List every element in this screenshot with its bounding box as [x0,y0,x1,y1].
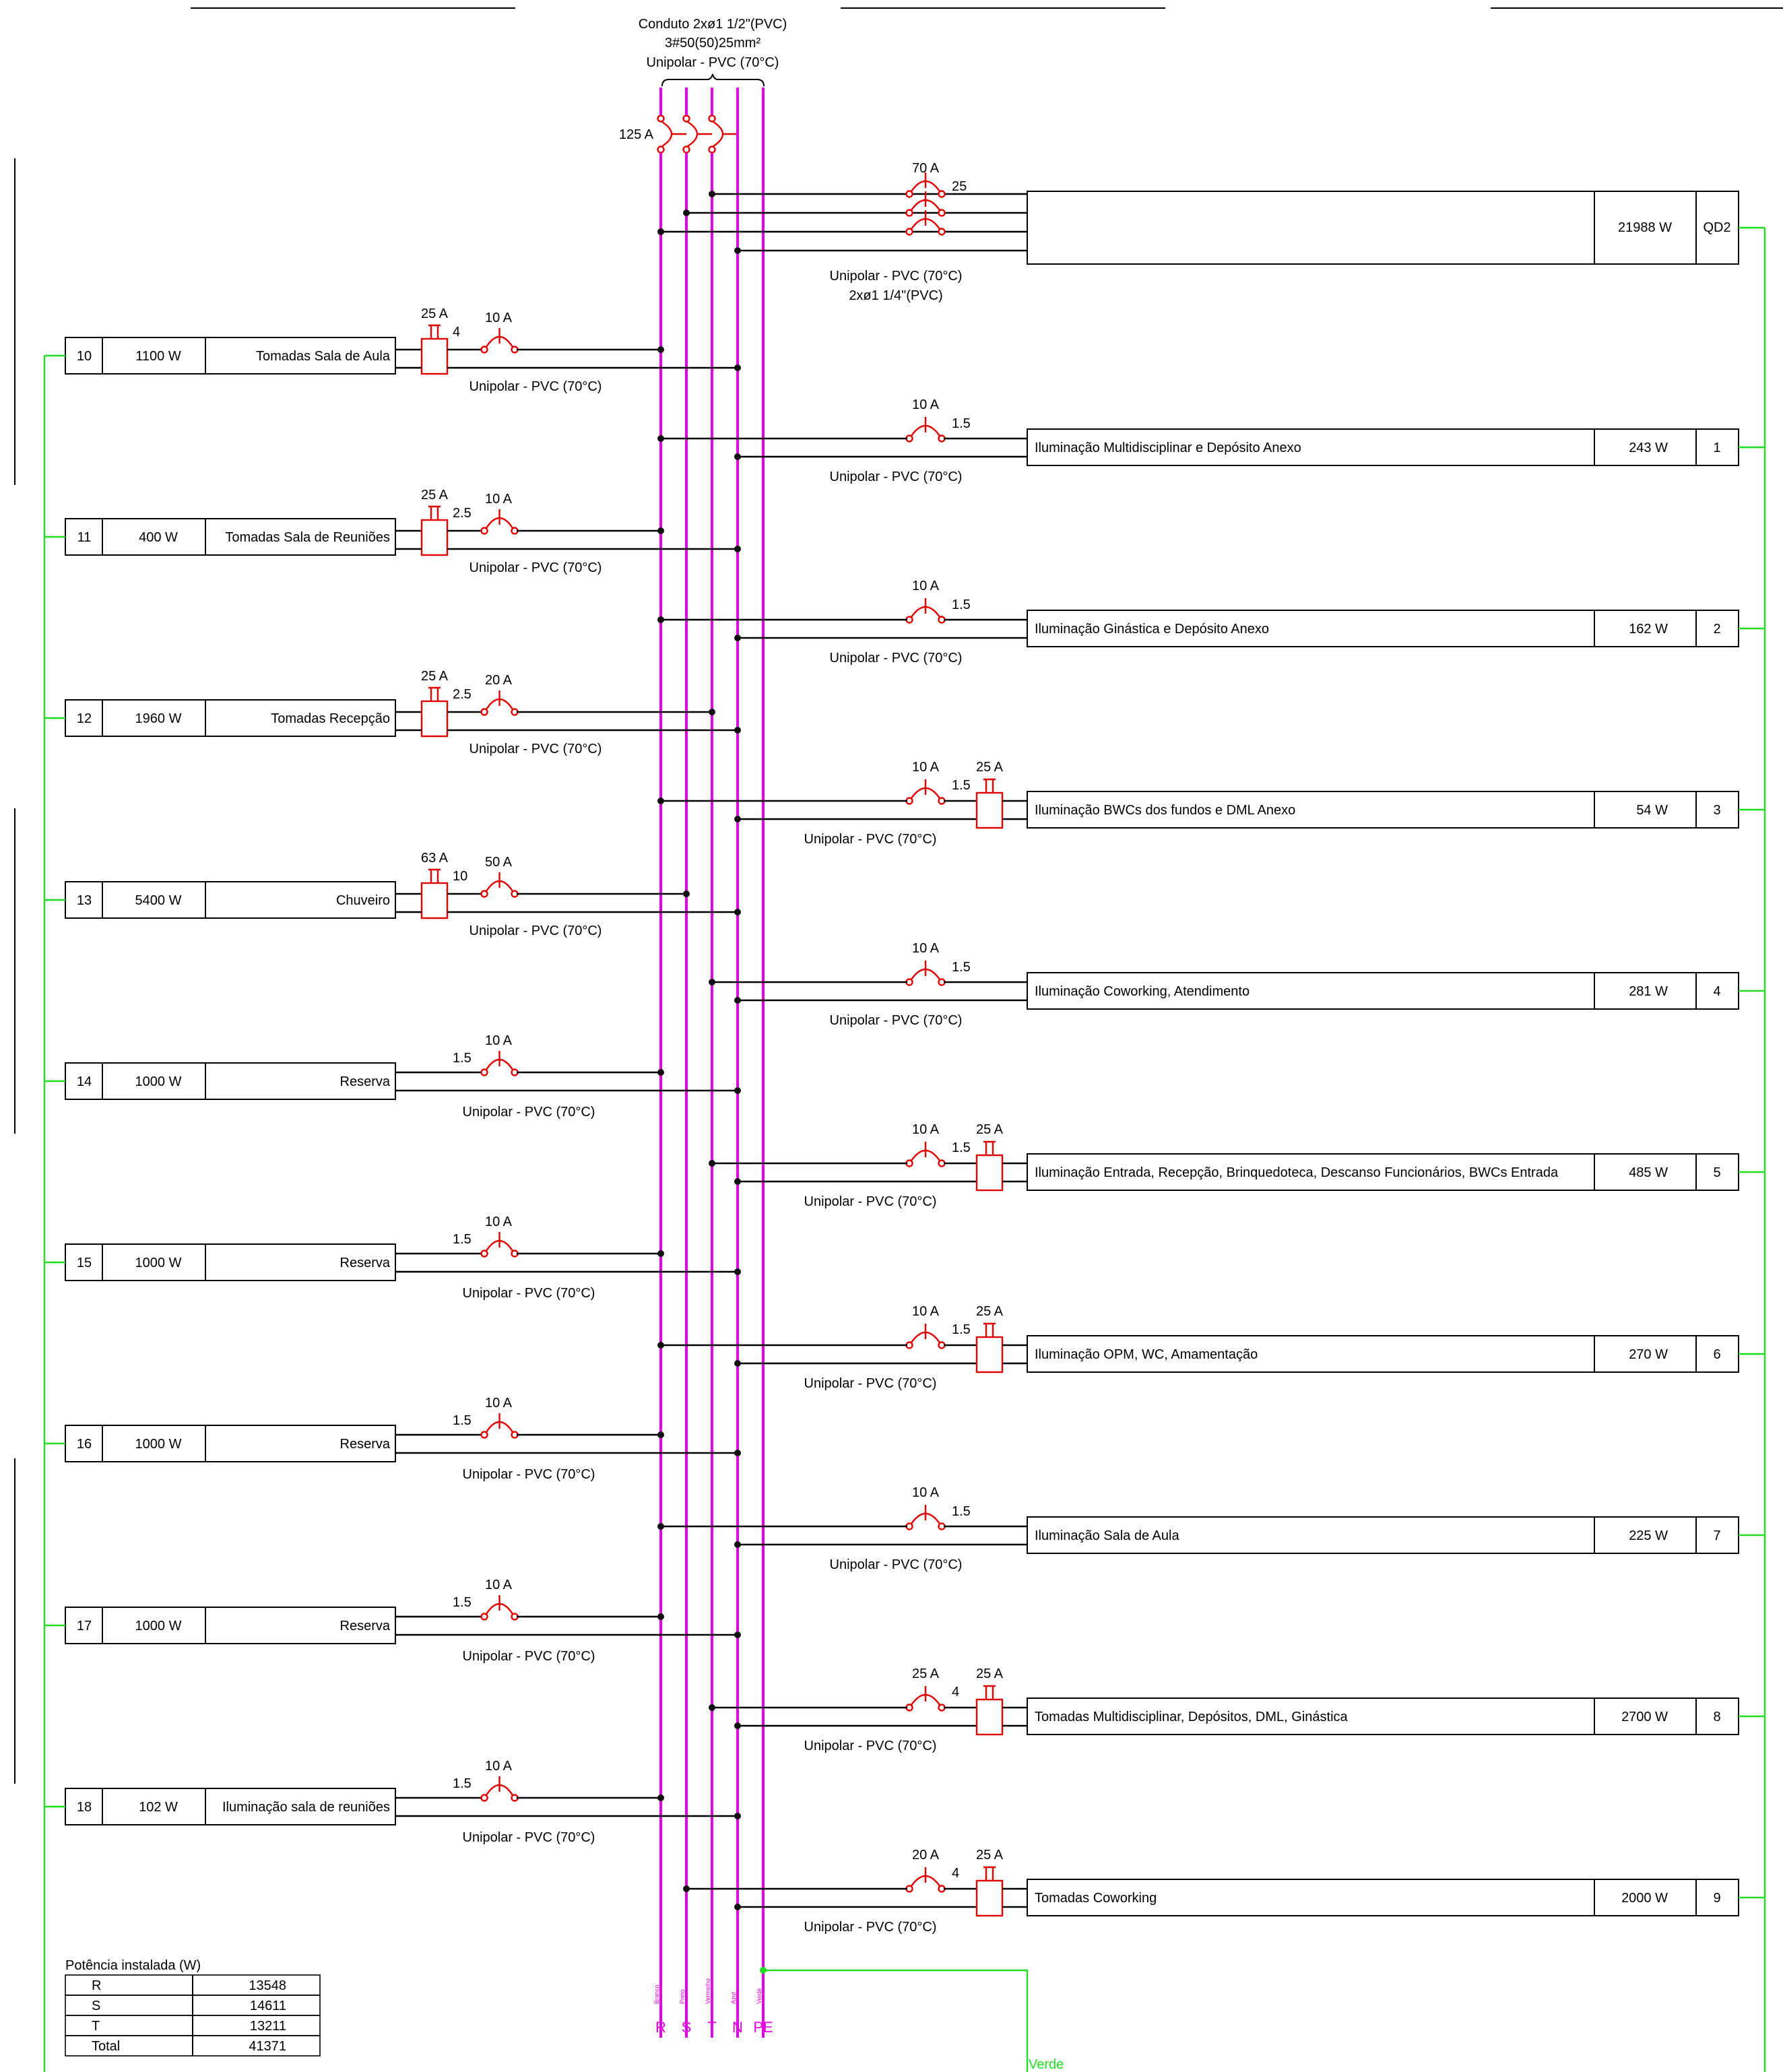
breaker-terminal [939,229,945,235]
junction-dot [734,1087,741,1094]
dr-box [977,1337,1002,1372]
cable-spec: Unipolar - PVC (70°C) [462,1830,595,1845]
wire-size: 1.5 [952,1322,971,1337]
right-circuit-row[interactable] [709,1666,1739,1753]
bus-color-name: Preto [679,1989,686,2004]
qd2-feeder [657,161,1739,303]
circuit-name: Reserva [339,1256,390,1270]
circuit-power: 54 W [1636,803,1668,818]
dr-device[interactable] [422,688,447,736]
circuit-power: 225 W [1629,1528,1668,1543]
circuit-number: 17 [76,1619,92,1633]
main-breaker-terminal [658,116,664,122]
dr-box [422,339,447,374]
cable-spec: Unipolar - PVC (70°C) [469,560,602,575]
junction-dot [657,1523,664,1530]
circuit-breaker-symbol[interactable] [482,1413,518,1438]
cable-spec: Unipolar - PVC (70°C) [829,1557,963,1572]
conduit-brace [662,74,764,86]
circuit-power: 1000 W [135,1074,182,1089]
circuit-number: 7 [1713,1528,1721,1543]
left-circuit-row[interactable] [65,669,741,756]
cable-spec: Unipolar - PVC (70°C) [469,379,602,394]
circuit-name: Iluminação Multidisciplinar e Depósito Anexo [1035,441,1301,455]
junction-dot [734,453,741,460]
conduit-cables: 3#50(50)25mm² [664,36,761,51]
power-table-phase: T [92,2019,100,2034]
circuit-name: Iluminação Entrada, Recepção, Brinquedoteca, Descanso Funcionários, BWCs Entrada [1035,1165,1559,1180]
junction-dot [683,209,690,216]
right-circuit-row[interactable] [709,941,1739,1028]
breaker-rating: 20 A [484,673,513,688]
bus-label: PE [753,2019,773,2036]
junction-dot [734,1722,741,1729]
cable-spec: Unipolar - PVC (70°C) [462,1105,595,1120]
wire-size: 4 [952,1685,960,1699]
junction-dot [709,1160,715,1167]
circuit-power: 102 W [139,1800,178,1815]
circuit-number: 11 [77,530,92,545]
breaker-rating: 10 A [484,1578,513,1592]
circuit-name: Tomadas Sala de Reuniões [225,530,390,545]
junction-dot [734,727,741,734]
wire-size: 1.5 [952,960,971,975]
left-circuits [65,306,741,1845]
wire-size: 2.5 [453,506,472,521]
circuit-name: Tomadas Sala de Aula [255,349,390,364]
breaker-rating: 10 A [911,1485,940,1500]
circuit-number: 3 [1713,803,1721,818]
junction-dot [734,1450,741,1456]
pe-ground-lead [763,1970,1027,2072]
dr-box [977,793,1002,828]
cable-spec: Unipolar - PVC (70°C) [462,1649,595,1664]
cable-spec: Unipolar - PVC (70°C) [804,1739,937,1753]
busbars [653,88,773,2038]
bus-label: S [681,2019,692,2036]
bus-color-name: Azul [730,1992,737,2004]
circuit-number: 5 [1713,1165,1721,1180]
power-table-value: 13211 [249,2019,286,2034]
qd2-conduit: 2xø1 1/4"(PVC) [849,288,943,303]
breaker-terminal [939,210,945,216]
breaker-terminal [482,709,488,715]
circuit-name: Chuveiro [335,893,390,908]
junction-dot [709,709,715,715]
main-breaker-terminal [709,116,715,122]
circuit-name: Iluminação Ginástica e Depósito Anexo [1035,622,1269,637]
conduit-insulation: Unipolar - PVC (70°C) [646,55,779,70]
cable-spec: Unipolar - PVC (70°C) [829,651,963,666]
junction-dot [734,1904,741,1910]
circuit-power: 1000 W [135,1437,182,1452]
power-table-title: Potência instalada (W) [65,1958,201,1973]
junction-dot [657,1794,664,1801]
dr-box [977,1155,1002,1190]
main-breaker-terminal [658,147,664,153]
wire-size: 1.5 [453,1051,472,1066]
circuit-breaker-symbol[interactable] [482,690,518,715]
main-breaker-arc [688,122,697,146]
circuit-power: 1100 W [135,349,181,364]
dr-device[interactable] [977,1867,1002,1916]
left-circuit-row[interactable] [65,488,741,575]
circuit-breaker-symbol[interactable] [907,417,945,442]
dr-device[interactable] [422,325,447,374]
dr-rating: 25 A [420,488,449,503]
right-circuit-row[interactable] [709,1122,1739,1209]
breaker-rating: 10 A [484,1215,513,1229]
junction-dot [657,616,664,623]
junction-dot [709,191,715,197]
dr-box [422,520,447,555]
junction-dot [709,1704,715,1711]
circuit-breaker-symbol[interactable] [907,1686,945,1711]
junction-dot [657,346,664,353]
breaker-terminal [482,347,488,353]
left-circuit-row[interactable] [65,851,741,938]
cable-spec: Unipolar - PVC (70°C) [804,1194,937,1209]
circuit-name: Iluminação Coworking, Atendimento [1035,984,1250,999]
circuit-number: 8 [1713,1710,1721,1724]
dr-rating: 25 A [975,1848,1004,1863]
breaker-terminal [482,891,488,897]
main-breaker-arc [662,122,672,146]
qd2-cable: Unipolar - PVC (70°C) [829,269,963,284]
junction-dot [734,1631,741,1638]
breaker-terminal [482,1070,488,1076]
power-table-row [65,1995,320,2015]
power-table-phase: Total [92,2039,121,2054]
circuit-breaker-symbol[interactable] [907,598,945,623]
cable-spec: Unipolar - PVC (70°C) [804,832,937,847]
left-circuit-row[interactable] [65,1578,741,1664]
breaker-rating: 50 A [484,855,513,870]
circuit-power: 162 W [1629,622,1668,637]
dr-rating: 25 A [975,1304,1004,1319]
dr-device[interactable] [977,1142,1002,1190]
main-breaker-terminal [684,116,690,122]
circuit-breaker-symbol[interactable] [482,1776,518,1801]
power-table-value: 14611 [249,1999,286,2013]
junction-dot [734,635,741,641]
dr-rating: 25 A [975,1122,1004,1137]
breaker-terminal [907,210,913,216]
circuit-power: 400 W [139,530,178,545]
junction-dot [657,1431,664,1438]
junction-dot [657,1342,664,1349]
circuit-breaker-symbol[interactable] [907,1324,945,1349]
cable-spec: Unipolar - PVC (70°C) [469,924,602,938]
junction-dot [683,891,690,897]
breaker-terminal [482,528,488,534]
circuit-name: Tomadas Recepção [271,711,390,726]
breaker-terminal [482,1614,488,1620]
junction-dot [734,997,741,1004]
qd2-wire-size: 25 [952,179,967,194]
circuit-number: 15 [76,1256,92,1270]
left-circuit-row[interactable] [65,1759,741,1845]
wire-size: 1.5 [453,1776,472,1791]
breaker-rating: 10 A [911,941,940,956]
circuit-power: 1000 W [135,1619,182,1633]
right-circuit-row[interactable] [657,1304,1739,1391]
breaker-rating: 10 A [484,492,513,507]
power-table-value: 13548 [249,1978,286,1993]
right-circuit-row[interactable] [657,760,1739,847]
junction-dot [683,1885,690,1892]
junction-dot [734,247,741,254]
wire-size: 1.5 [453,1595,472,1610]
circuit-name: Iluminação OPM, WC, Amamentação [1035,1347,1258,1362]
cable-spec: Unipolar - PVC (70°C) [462,1467,595,1482]
junction-dot [734,1360,741,1367]
junction-dot [734,909,741,915]
main-breaker-terminal [684,147,690,153]
power-table-row [65,2036,320,2056]
circuit-name: Tomadas Coworking [1035,1891,1157,1906]
circuit-breaker-symbol[interactable] [907,1142,945,1167]
circuit-breaker-symbol[interactable] [907,1867,945,1892]
circuit-number: 6 [1713,1347,1721,1362]
wire-size: 1.5 [952,597,971,612]
breaker-rating: 10 A [484,311,513,325]
circuit-number: 9 [1713,1891,1721,1906]
power-table [65,1958,320,2056]
wire-size: 1.5 [952,778,971,793]
breaker-rating: 10 A [911,579,940,593]
junction-dot [657,435,664,442]
circuit-power: 485 W [1629,1165,1668,1180]
left-circuit-row[interactable] [65,306,741,394]
bus-label: R [655,2019,666,2036]
cable-spec: Unipolar - PVC (70°C) [804,1376,937,1391]
circuit-breaker-symbol[interactable] [482,1051,518,1076]
circuit-breaker-symbol[interactable] [482,1595,518,1620]
bus-label: T [707,2019,717,2036]
wire-size: 4 [952,1866,960,1881]
dr-device[interactable] [977,1324,1002,1372]
dr-rating: 63 A [420,851,449,866]
circuit-breaker-symbol[interactable] [907,961,945,985]
breaker-terminal [482,1251,488,1257]
circuit-name: Iluminação Sala de Aula [1035,1528,1179,1543]
ground-color-label: Verde [1029,2057,1064,2072]
breaker-rating: 10 A [911,1304,940,1319]
pe-junction-dot [760,1967,767,1974]
breaker-terminal [907,229,913,235]
main-breaker-arc [713,122,723,146]
right-circuit-row[interactable] [657,1485,1739,1572]
wire-size: 1.5 [453,1413,472,1428]
circuit-power: 243 W [1629,441,1668,455]
right-circuit-row[interactable] [657,579,1739,666]
dr-rating: 25 A [975,760,1004,775]
circuit-breaker-symbol[interactable] [482,872,518,897]
breaker-rating: 10 A [484,1759,513,1774]
junction-dot [734,816,741,822]
power-table-phase: S [92,1999,101,2013]
junction-dot [657,527,664,534]
circuit-number: 1 [1713,441,1721,455]
cable-spec: Unipolar - PVC (70°C) [829,1013,963,1028]
circuit-power: 270 W [1629,1347,1668,1362]
breaker-terminal [482,1432,488,1438]
breaker-rating: 10 A [911,397,940,412]
power-table-row [65,2015,320,2036]
junction-dot [734,1541,741,1548]
dr-box [977,1881,1002,1916]
dr-device[interactable] [422,870,447,918]
wire-size: 1.5 [453,1232,472,1247]
breaker-terminal [907,191,913,197]
dr-device[interactable] [422,507,447,555]
circuit-name: Iluminação sala de reuniões [222,1800,390,1815]
dr-rating: 25 A [420,669,449,684]
circuit-number: 16 [76,1437,92,1452]
circuit-number: 13 [76,893,92,908]
bus-label: N [732,2019,743,2036]
junction-dot [657,1613,664,1620]
right-circuit-row[interactable] [657,397,1739,484]
junction-dot [709,979,715,985]
cable-spec: Unipolar - PVC (70°C) [462,1286,595,1301]
wire-size: 2.5 [453,687,472,702]
bus-color-name: Vermelho [705,1978,711,2004]
qd2-power: 21988 W [1617,220,1673,235]
wire-size: 4 [453,325,461,339]
left-circuit-row[interactable] [65,1215,741,1301]
breaker-rating: 10 A [484,1396,513,1411]
cable-spec: Unipolar - PVC (70°C) [829,470,963,484]
circuit-breaker-symbol[interactable] [482,1232,518,1257]
right-circuits [657,397,1739,1935]
dr-rating: 25 A [975,1666,1004,1681]
junction-dot [734,1178,741,1185]
junction-dot [657,798,664,804]
wire-size: 1.5 [952,1140,971,1155]
circuit-power: 2000 W [1621,1891,1668,1906]
junction-dot [657,1069,664,1076]
dr-rating: 25 A [420,306,449,321]
cable-spec: Unipolar - PVC (70°C) [469,742,602,756]
circuit-number: 18 [76,1800,92,1815]
power-table-phase: R [92,1978,102,1993]
circuit-breaker-symbol[interactable] [482,328,518,353]
bus-color-name: Verde [756,1988,763,2004]
qd2-id[interactable]: QD2 [1703,220,1731,235]
dr-box [977,1699,1002,1735]
circuit-power: 281 W [1629,984,1668,999]
main-breaker-terminal [709,147,715,153]
breaker-rating: 20 A [911,1848,940,1863]
circuit-name: Reserva [339,1619,390,1633]
breaker-rating: 10 A [911,760,940,775]
left-circuit-row[interactable] [65,1033,741,1120]
circuit-number: 14 [76,1074,92,1089]
junction-dot [734,1268,741,1275]
junction-dot [657,228,664,235]
circuit-number: 10 [76,349,92,364]
circuit-power: 1960 W [135,711,182,726]
power-table-value: 41371 [249,2039,286,2054]
right-circuit-row[interactable] [683,1848,1739,1935]
main-breaker-rating: 125 A [618,127,653,142]
breaker-rating: 10 A [911,1122,940,1137]
wire-size: 1.5 [952,1504,971,1519]
circuit-breaker-symbol[interactable] [907,1505,945,1530]
circuit-power: 5400 W [135,893,182,908]
cable-spec: Unipolar - PVC (70°C) [804,1920,937,1935]
circuit-number: 2 [1713,622,1721,637]
breaker-rating: 10 A [484,1033,513,1048]
breaker-rating: 25 A [911,1666,940,1681]
main-breaker[interactable] [658,116,738,153]
circuit-number: 4 [1713,984,1721,999]
power-table-row [65,1975,320,1995]
dr-device[interactable] [977,779,1002,828]
wire-size: 1.5 [952,416,971,431]
bus-color-name: Branco [653,1984,660,2004]
circuit-name: Iluminação BWCs dos fundos e DML Anexo [1035,803,1296,818]
circuit-number: 12 [76,711,92,726]
circuit-power: 2700 W [1621,1710,1668,1724]
junction-dot [657,1250,664,1257]
circuit-breaker-symbol[interactable] [482,509,518,534]
junction-dot [734,364,741,371]
conduit-label: Conduto 2xø1 1/2"(PVC) [638,17,787,32]
left-circuit-row[interactable] [65,1396,741,1482]
dr-box [422,701,447,736]
junction-dot [734,546,741,552]
breaker-terminal [482,1795,488,1801]
dr-box [422,883,447,918]
junction-dot [734,1813,741,1819]
circuit-name: Reserva [339,1074,390,1089]
circuit-name: Tomadas Multidisciplinar, Depósitos, DML, Ginástica [1035,1710,1348,1724]
dr-device[interactable] [977,1686,1002,1735]
circuit-breaker-symbol[interactable] [907,779,945,804]
circuit-name: Reserva [339,1437,390,1452]
circuit-power: 1000 W [135,1256,182,1270]
wire-size: 10 [453,869,468,884]
qd2-breaker-rating: 70 A [911,161,940,176]
breaker-terminal [939,191,945,197]
